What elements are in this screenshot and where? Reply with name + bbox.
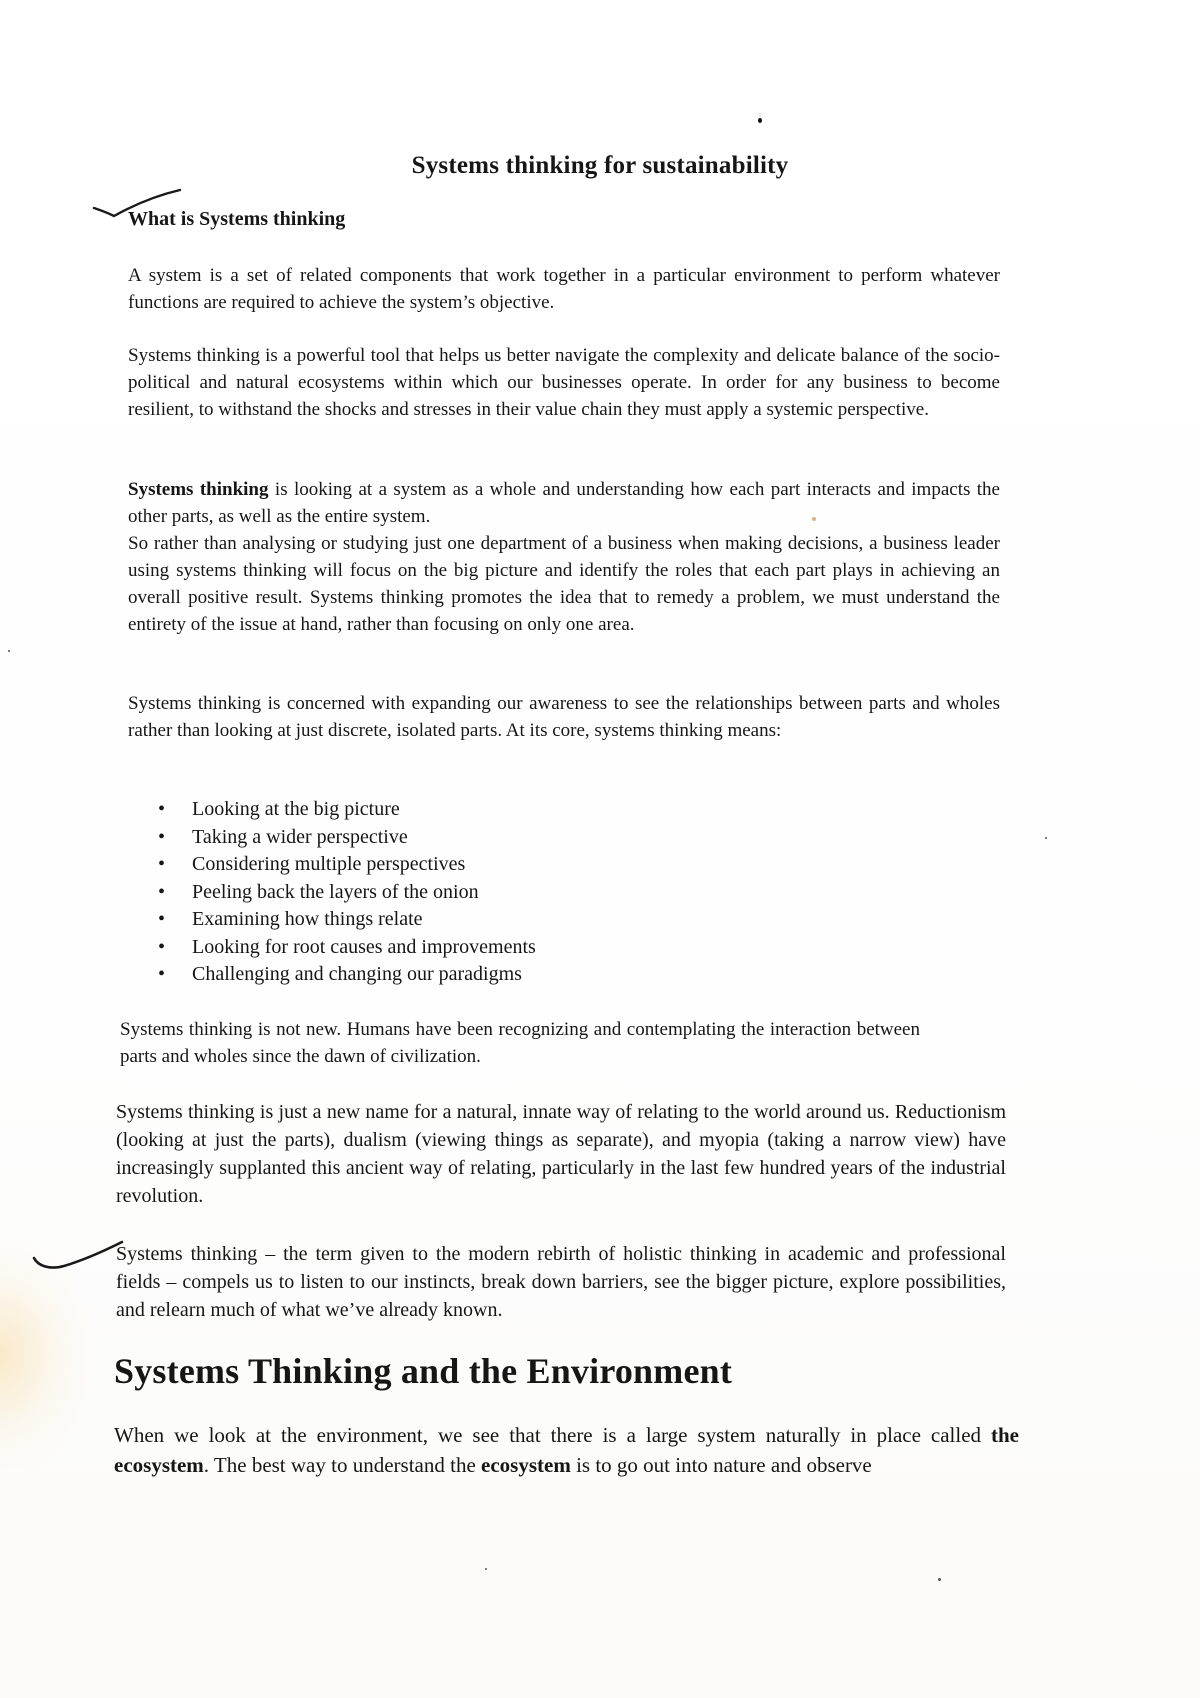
- section-heading: What is Systems thinking: [128, 208, 346, 230]
- paragraph-powerful-tool: Systems thinking is a powerful tool that helps us better navigate the complexity and delicate balance of the socio-political and natural ecosystems within which our businesses operate. In order for any business to become resilient, to withstand the shocks and stresses in their value chain they must apply a systemic perspective.: [128, 345, 1000, 420]
- paragraph-text: So rather than analysing or studying just one department of a business when making decisions, a business leader using systems thinking will focus on the big picture and identify the roles that each part plays in achieving an overall positive result. Systems thinking promotes the idea that to remedy a problem, we must understand the entirety of the issue at hand, rather than focusing on only one area.: [128, 533, 1000, 635]
- list-item: • Looking at the big picture: [158, 796, 536, 824]
- paragraph-looking-as-whole: [128, 476, 1000, 638]
- paragraph-not-new: Systems thinking is not new. Humans have been recognizing and contemplating the interaction between parts and wholes since the dawn of civilization.: [120, 1019, 920, 1067]
- scan-speck: [1045, 837, 1047, 839]
- scan-speck: [8, 650, 10, 652]
- scan-speck: [485, 1568, 487, 1570]
- paragraph-text: When we look at the environment, we see that there is a large system naturally in place called: [114, 1423, 991, 1447]
- list-item: • Looking for root causes and improvements: [158, 934, 536, 962]
- paragraph-text: is looking at a system as a whole and understanding how each part interacts and impacts the other parts, as well as the entire system.: [128, 479, 1000, 527]
- document-title: Systems thinking for sustainability: [411, 152, 789, 179]
- bold-term: ecosystem: [481, 1453, 571, 1477]
- list-item: • Taking a wider perspective: [158, 824, 536, 852]
- list-item: • Challenging and changing our paradigms: [158, 961, 536, 989]
- paragraph-modern-rebirth: Systems thinking – the term given to the modern rebirth of holistic thinking in academic and professional fields – compels us to listen to our instincts, break down barriers, see the bigger picture, explore possibilities, and relearn much of what we’ve already known.: [116, 1243, 1006, 1321]
- paragraph-awareness: Systems thinking is concerned with expanding our awareness to see the relationships between parts and wholes rather than looking at just discrete, isolated parts. At its core, systems thinking means:: [128, 693, 1000, 741]
- scan-speck: [758, 118, 762, 123]
- scan-speck: [938, 1578, 941, 1581]
- handwritten-check-mark: [30, 1232, 130, 1276]
- paragraph-system-definition: A system is a set of related components that work together in a particular environment to perform whatever functions are required to achieve the system’s objective.: [128, 265, 1000, 313]
- environment-heading: Systems Thinking and the Environment: [114, 1351, 733, 1391]
- list-item: • Examining how things relate: [158, 906, 536, 934]
- paragraph-text: is to go out into nature and observe: [570, 1453, 872, 1477]
- paragraph-new-name: Systems thinking is just a new name for a natural, innate way of relating to the world around us. Reductionism (looking at just the parts), dualism (viewing things as separate), and myopia (taking a narrow view) have increasingly supplanted this ancient way of relating, particularly in the last few hundred years of the industrial revolution.: [116, 1101, 1006, 1207]
- list-item: • Peeling back the layers of the onion: [158, 879, 536, 907]
- bullet-list: [158, 796, 536, 989]
- list-item: • Considering multiple perspectives: [158, 851, 536, 879]
- paragraph-environment: [114, 1420, 1019, 1480]
- bold-term: Systems thinking: [128, 479, 269, 500]
- paper-stain: [0, 1240, 90, 1470]
- bold-term: the ecosystem: [114, 1423, 1019, 1477]
- paragraph-text: . The best way to understand the: [203, 1453, 482, 1477]
